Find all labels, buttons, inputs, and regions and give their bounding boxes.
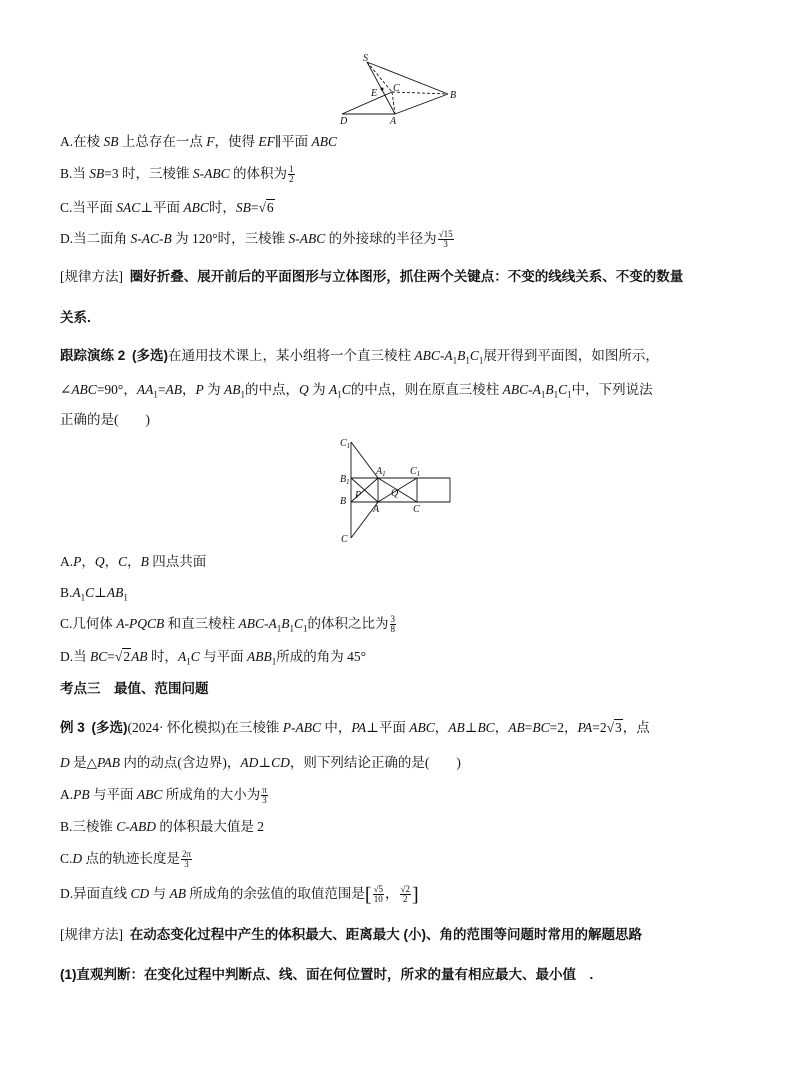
option-3C: C.D 点的轨迹长度是 $\frac{2\pi}{3}$ bbox=[60, 849, 192, 870]
prism-net-figure bbox=[335, 432, 460, 547]
option-1A: A.在棱 SB 上总存在一点 F，使得 EF∥平面 ABC bbox=[60, 134, 337, 149]
option-1C: C.当平面 SAC⊥平面 ABC时，SB=√6 bbox=[60, 200, 274, 215]
label-A: A bbox=[373, 504, 380, 515]
label-E: E bbox=[371, 88, 378, 99]
label-C1-top: $C_1$ bbox=[340, 438, 351, 450]
fraction: $\frac{√5}{10}$ bbox=[373, 884, 384, 905]
net-upper-diag bbox=[351, 442, 378, 478]
label-C-right: C bbox=[413, 504, 420, 515]
label-B: B bbox=[450, 90, 457, 101]
method-2: [规律方法] 在动态变化过程中产生的体积最大、距离最大 (小)、角的范围等问题时常用的解题思路 bbox=[60, 927, 642, 942]
method-1-cont: 关系. bbox=[60, 310, 91, 325]
edge-CB bbox=[392, 92, 448, 94]
label-Q: Q bbox=[391, 488, 399, 499]
exercise-2-line2: ∠ABC=90°，$AA_1=AB$，P 为 $AB_1$的中点，Q 为 $A_1C$的中点，则在原直三棱柱 ABC-$A_1B_1C_1$中，下列说法 bbox=[60, 382, 653, 400]
example-3-line1: 例 3 (多选)(2024· 怀化模拟)在三棱锥 P-ABC 中，PA⊥平面 ABC，AB⊥BC，AB=BC=2，PA=2√3，点 bbox=[60, 720, 650, 735]
label-C1-right: $C_1$ bbox=[410, 466, 421, 478]
option-2B: $B.A_1C\perp AB_1$ bbox=[60, 585, 128, 603]
option-2A: A.P，Q，C，B 四点共面 bbox=[60, 554, 207, 569]
option-2D: D.当 BC=√2AB 时，$A_1C$ 与平面 $ABB_1$所成的角为 45° bbox=[60, 649, 366, 667]
option-3B: B.三棱锥 C-ABD 的体积最大值是 2 bbox=[60, 819, 265, 834]
step-1: (1)直观判断：在变化过程中判断点、线、面在何位置时，所求的量有相应最大、最小值 . bbox=[60, 967, 594, 982]
label-C-bottom: C bbox=[341, 534, 348, 545]
edge-AB bbox=[395, 94, 448, 114]
label-B1: $B_1$ bbox=[340, 474, 350, 486]
exercise-2-line1: 跟踪演练 2 (多选)在通用技术课上，某小组将一个直三棱柱 ABC-$A_1B_1C_1$展开得到平面图，如图所示， bbox=[60, 348, 659, 366]
edge-SB bbox=[367, 62, 448, 94]
fraction: $\frac{2\pi}{3}$ bbox=[182, 849, 192, 870]
fraction: $\frac{\pi}{3}$ bbox=[262, 785, 267, 806]
tetrahedron-figure bbox=[330, 52, 470, 127]
option-2C: C.几何体 A-PQCB 和直三棱柱 ABC-$A_1B_1C_1$的体积之比为 $\frac{3}{8}$ bbox=[60, 614, 396, 635]
option-1B: B.当 SB=3 时，三棱锥 S-ABC 的体积为 $\frac{1}{2}$ bbox=[60, 164, 294, 185]
point-E bbox=[381, 88, 384, 91]
label-A: A bbox=[390, 116, 397, 127]
label-P: P bbox=[355, 490, 362, 501]
exercise-2-line3: 正确的是( ) bbox=[60, 412, 150, 427]
label-A1: $A_1$ bbox=[376, 466, 386, 478]
section-title: 考点三 最值、范围问题 bbox=[60, 681, 209, 696]
label-S: S bbox=[363, 53, 368, 64]
label-B: B bbox=[340, 496, 347, 507]
method-1: [规律方法] 圈好折叠、展开前后的平面图形与立体图形，抓住两个关键点：不变的线线关系、不变的数量 bbox=[60, 269, 684, 284]
label-D: D bbox=[340, 116, 348, 127]
option-3A: A.PB 与平面 ABC 所成角的大小为 $\frac{\pi}{3}$ bbox=[60, 785, 267, 806]
option-1D: D.当二面角 S-AC-B 为 120°时，三棱锥 S-ABC 的外接球的半径为 $\frac{√15}{3}$ bbox=[60, 229, 453, 250]
option-3D: D.异面直线 CD 与 AB 所成角的余弦值的取值范围是[ $\frac{√5}{10}$ ， $\frac{√2}{2}$ ] bbox=[60, 883, 419, 906]
fraction: $\frac{√15}{3}$ bbox=[438, 229, 453, 250]
fraction: $\frac{3}{8}$ bbox=[390, 614, 396, 635]
fraction: $\frac{√2}{2}$ bbox=[400, 884, 410, 905]
fraction: $\frac{1}{2}$ bbox=[289, 164, 294, 185]
edge-DC bbox=[342, 92, 392, 114]
label-C: C bbox=[393, 83, 400, 94]
example-3-line2: D 是△PAB 内的动点(含边界)，AD⊥CD，则下列结论正确的是( ) bbox=[60, 755, 461, 770]
